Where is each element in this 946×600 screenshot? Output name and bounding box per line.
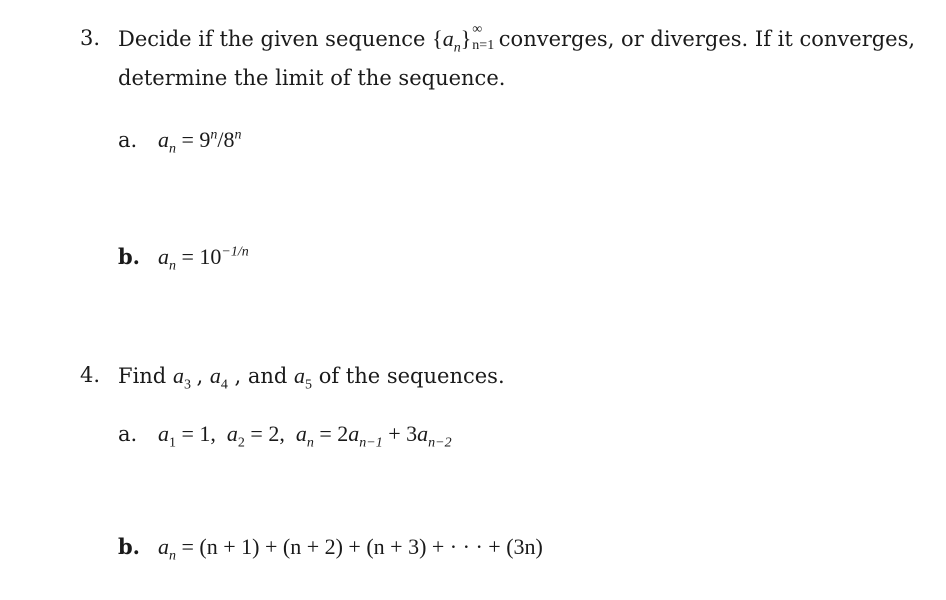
formula-4a-a2: a [226,421,238,446]
formula-4b-lhs-sub: n [169,548,176,564]
formula-4a-a1-eq: = 1, [176,421,227,446]
formula-3b-sup: −1/n [221,244,249,260]
formula-3a-lhs: a [158,127,169,152]
formula-3b-lhs-sub: n [169,258,176,274]
formula-3a-lhs-sub: n [169,141,176,157]
problem-4-number: 4. [80,363,101,387]
term-a5-sub: 5 [305,377,313,393]
term-a4: a [209,363,221,388]
comma-and: , and [227,364,295,388]
problem-3-line-1 [118,22,916,56]
term-a3-sub: 3 [183,377,191,393]
formula-4a-an1-sub: n−1 [359,435,383,451]
term-a3: a [172,363,184,388]
formula-4a-an-sub: n [306,435,314,451]
formula-4a-an1: a [348,421,360,446]
formula-3a-eq: = 9 [176,127,211,152]
formula-4a-a2-sub: 2 [237,435,245,451]
problem-4a-label: a. [118,422,138,446]
problem-3b-label: b. [118,244,140,269]
formula-4b-rhs: = (n + 1) + (n + 2) + (n + 3) + · · · + (3n) [176,534,543,559]
formula-4a-an-eq: = 2 [313,421,349,446]
formula-3a-sup-2: n [234,127,242,143]
brace-open: { [432,26,443,51]
problem-3-number: 3. [80,26,101,50]
formula-4b-lhs: a [158,534,169,559]
sequence-notation: $\{a_n\}$ ∞ n=1 [432,22,495,56]
formula-4a-a1: a [158,421,169,446]
brace-close: } [460,26,472,51]
problem-3b-formula [158,244,249,274]
term-a4-sub: 4 [220,377,228,393]
formula-4a-an: a [295,421,307,446]
sequence-var-sub: n [453,40,461,56]
formula-3a-mid: /8 [217,127,235,152]
problem-3-text-start: Decide if the given sequence [118,27,426,51]
formula-3b-lhs: a [158,244,169,269]
problem-3-text-end: converges, or diverges. If it converges, [498,27,916,51]
formula-4a-an2-sub: n−2 [428,435,452,451]
problem-3a-formula [158,127,242,157]
formula-4a-a2-eq: = 2, [244,421,296,446]
problem-3a-label: a. [118,128,138,152]
formula-3b-eq: = 10 [176,244,222,269]
comma-1: , [196,364,210,388]
problem-4b-label: b. [118,534,140,559]
problem-3-line-2: determine the limit of the sequence. [118,66,506,90]
problem-4-find: Find [118,364,167,388]
problem-4b-formula [158,534,543,564]
sequence-var: a [442,26,454,51]
problem-4-rest: of the sequences. [312,364,505,388]
problem-4a-formula [158,421,452,451]
term-a5: a [294,363,306,388]
problem-4-line [118,363,505,393]
formula-4a-plus: + 3 [382,421,418,446]
formula-3a-sup-1: n [210,127,218,143]
formula-4a-a1-sub: 1 [169,435,176,451]
formula-4a-an2: a [417,421,429,446]
